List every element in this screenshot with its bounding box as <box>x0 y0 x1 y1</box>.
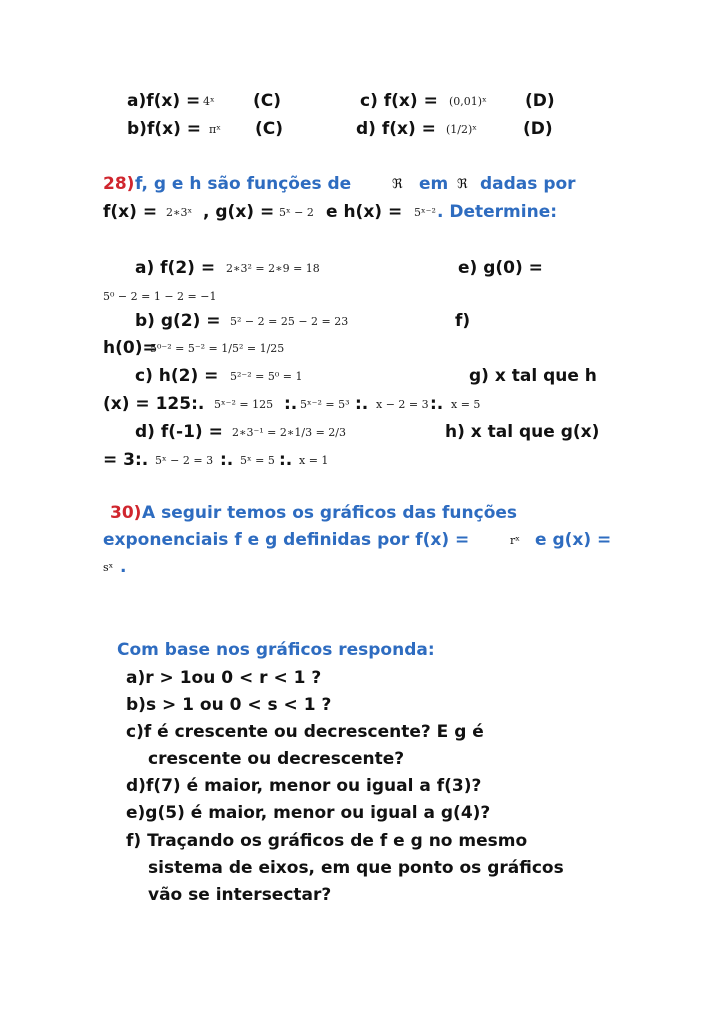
q28-h0-expr: 5⁰⁻² = 5⁻² = 1/5² = 1/25 <box>150 342 285 355</box>
q30-item-b: b)s > 1 ou 0 < s < 1 ? <box>126 695 332 715</box>
q30-line-1: A seguir temos os gráficos das funções <box>142 503 518 523</box>
q28-determine: . Determine: <box>437 202 558 222</box>
q30-item-f-cont-2: vão se intersectar? <box>148 885 332 905</box>
q28-h-step-2: 5ˣ = 5 <box>240 454 275 467</box>
q30-item-d: d)f(7) é maior, menor ou igual a f(3)? <box>126 776 482 796</box>
q28-g-sep-3: :. <box>430 394 444 414</box>
q30-number: 30) <box>110 503 142 523</box>
q28-h-continuation: = 3:. <box>103 450 149 470</box>
q28-hx-expr: 5ˣ⁻² <box>414 206 436 219</box>
q28-h-sep-2: :. <box>279 450 293 470</box>
q27-a-expr: 4ˣ <box>203 95 215 108</box>
q28-gx-label: , g(x) = <box>203 202 275 222</box>
q28-b-label: b) g(2) = <box>135 311 221 331</box>
q30-item-f-cont-1: sistema de eixos, em que ponto os gráficos <box>148 858 564 878</box>
q28-h0-label: h(0)= <box>103 338 157 358</box>
q30-item-e: e)g(5) é maior, menor ou igual a g(4)? <box>126 803 491 823</box>
q28-e-expr: 5⁰ − 2 = 1 − 2 = −1 <box>103 290 217 303</box>
q30-g-expr: sˣ <box>103 561 114 574</box>
q28-hx-label: e h(x) = <box>326 202 403 222</box>
q28-f-label: f) <box>455 311 471 331</box>
q28-fx-label: f(x) = <box>103 202 158 222</box>
q30-heading: Com base nos gráficos responda: <box>117 640 435 660</box>
q28-fx-expr: 2∗3ˣ <box>166 206 193 219</box>
q28-a-label: a) f(2) = <box>135 258 216 278</box>
q28-h-label: h) x tal que g(x) <box>445 422 600 442</box>
q28-dadas-por: dadas por <box>480 174 576 194</box>
q27-c-expr: (0,01)ˣ <box>449 95 487 108</box>
real-numbers-symbol-1: ℜ <box>392 177 403 192</box>
q28-g-label: g) x tal que h <box>469 366 597 386</box>
q28-d-label: d) f(-1) = <box>135 422 223 442</box>
q28-gx-expr: 5ˣ − 2 <box>279 206 314 219</box>
q28-g-sep-2: :. <box>355 394 369 414</box>
q28-h-step-3: x = 1 <box>299 454 329 467</box>
q27-b-label: b)f(x) = <box>127 119 202 139</box>
q28-intro: f, g e h são funções de <box>135 174 352 194</box>
q28-g-step-2: 5ˣ⁻² = 5³ <box>300 398 350 411</box>
q28-c-expr: 5²⁻² = 5⁰ = 1 <box>230 370 303 383</box>
q27-c-answer: (D) <box>525 91 555 111</box>
q27-a-answer: (C) <box>253 91 282 111</box>
q28-g-sep-1: :. <box>284 394 298 414</box>
q30-item-a: a)r > 1ou 0 < r < 1 ? <box>126 668 322 688</box>
q28-number: 28) <box>103 174 135 194</box>
q28-g-step-3: x − 2 = 3 <box>376 398 429 411</box>
q28-em: em <box>419 174 449 194</box>
q28-c-label: c) h(2) = <box>135 366 219 386</box>
q28-g-continuation: (x) = 125:. <box>103 394 205 414</box>
q27-d-label: d) f(x) = <box>356 119 436 139</box>
q30-item-c: c)f é crescente ou decrescente? E g é <box>126 722 484 742</box>
q30-f-expr: rˣ <box>510 534 520 547</box>
q30-line-2: exponenciais f e g definidas por f(x) = <box>103 530 470 550</box>
q27-c-label: c) f(x) = <box>360 91 438 111</box>
q27-a-label: a)f(x) = <box>127 91 201 111</box>
q28-d-expr: 2∗3⁻¹ = 2∗1/3 = 2/3 <box>232 426 346 439</box>
q28-a-expr: 2∗3² = 2∗9 = 18 <box>226 262 320 275</box>
q30-line-3-end: . <box>120 557 127 577</box>
q30-item-f: f) Traçando os gráficos de f e g no mesmo <box>126 831 528 851</box>
real-numbers-symbol-2: ℜ <box>457 177 468 192</box>
q30-item-c-cont: crescente ou decrescente? <box>148 749 405 769</box>
q27-d-expr: (1/2)ˣ <box>446 123 477 136</box>
q27-d-answer: (D) <box>523 119 553 139</box>
q27-b-expr: πˣ <box>209 123 221 136</box>
q27-b-answer: (C) <box>255 119 284 139</box>
q28-e-label: e) g(0) = <box>458 258 543 278</box>
q28-g-step-4: x = 5 <box>451 398 481 411</box>
q28-g-step-1: 5ˣ⁻² = 125 <box>214 398 274 411</box>
q28-h-step-1: 5ˣ − 2 = 3 <box>155 454 214 467</box>
q28-b-expr: 5² − 2 = 25 − 2 = 23 <box>230 315 349 328</box>
q30-line-2-end: e g(x) = <box>535 530 612 550</box>
q28-h-sep-1: :. <box>220 450 234 470</box>
